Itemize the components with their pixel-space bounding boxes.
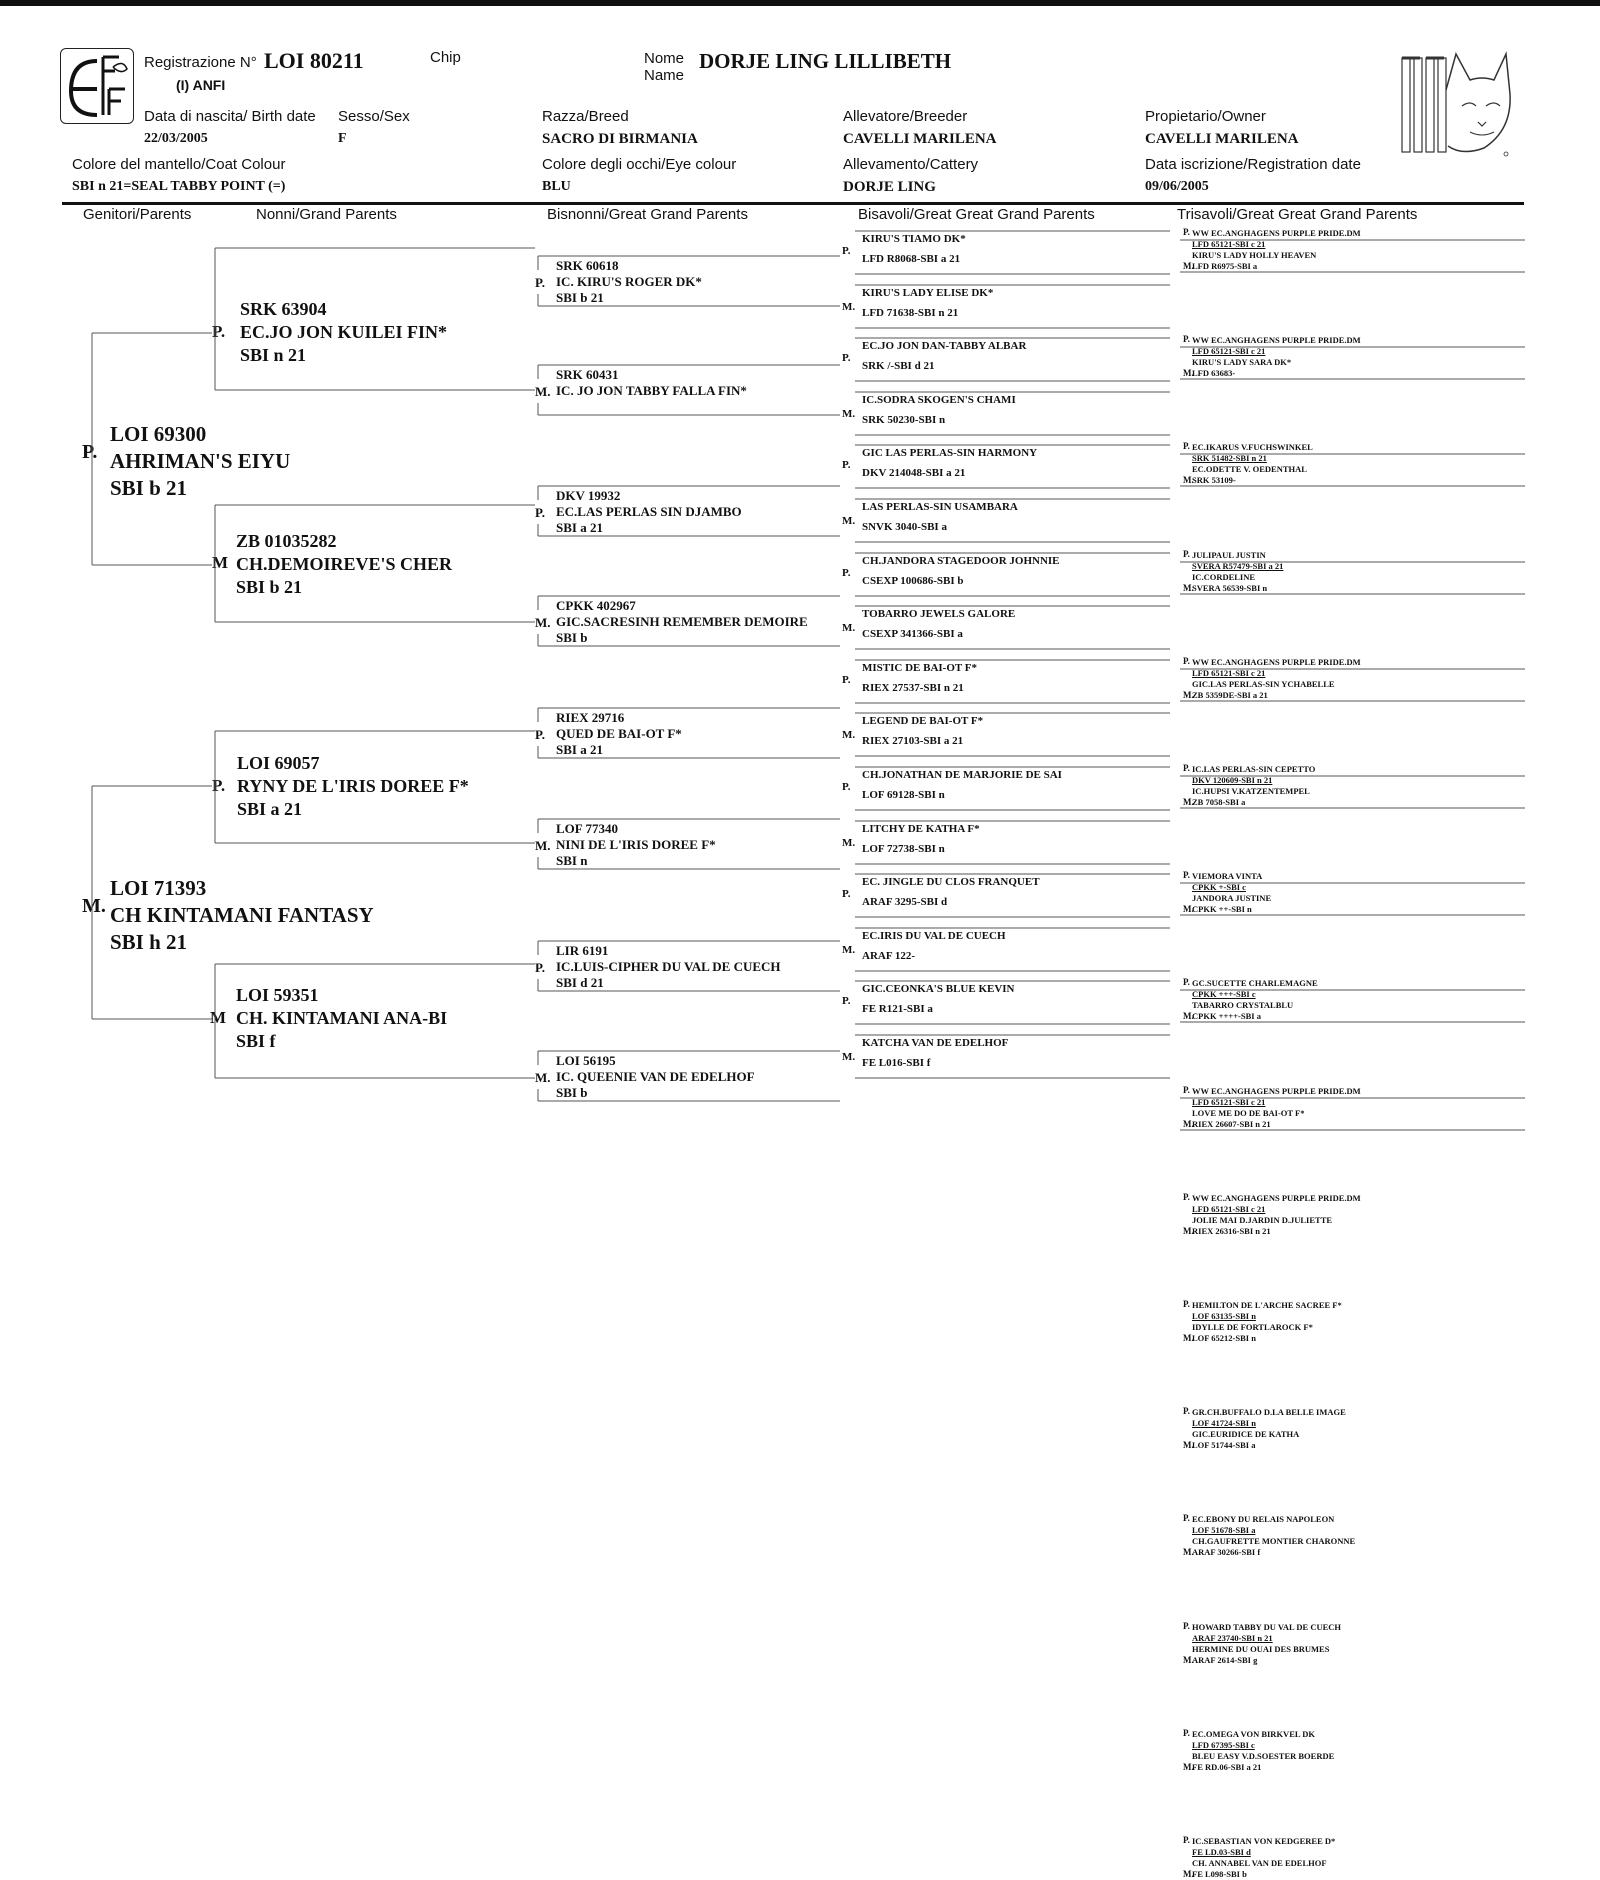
great-grandparent-name: QUED DE BAI-OT F*	[556, 726, 682, 741]
cat-name: DORJE LING LILLIBETH	[699, 49, 952, 73]
sex-marker: P.	[1183, 977, 1190, 987]
sex-marker: P.	[842, 888, 851, 900]
ggg-sire-name: EC.EBONY DU RELAIS NAPOLEON	[1192, 1514, 1335, 1524]
ggg-sire-reg: LOF 63135-SBI n	[1192, 1311, 1256, 1321]
great-grandparent-name: IC. QUEENIE VAN DE EDELHOF	[556, 1069, 755, 1084]
sex-marker: M.	[842, 1051, 856, 1063]
reg-org: (I) ANFI	[176, 77, 226, 93]
sex-marker: M.	[1183, 1226, 1194, 1236]
ggg-sire-reg: LFD 65121-SBI c 21	[1192, 1097, 1266, 1107]
sex-marker: P.	[1183, 656, 1190, 666]
ggg-sire-name: JULIPAUL JUSTIN	[1192, 550, 1266, 560]
gg-grandparent-reg: LFD 71638-SBI n 21	[862, 307, 959, 319]
gg-grandparent-name: CH.JONATHAN DE MARJORIE DE SAI	[862, 769, 1062, 781]
owner-value: CAVELLI MARILENA	[1145, 131, 1299, 147]
coat-value: SBI n 21=SEAL TABBY POINT (=)	[72, 179, 286, 194]
parent-color: SBI h 21	[110, 930, 188, 954]
sex-marker: M.	[535, 384, 551, 399]
grandparent-name: CH.DEMOIREVE'S CHER	[236, 554, 453, 574]
ggg-sire-name: WW EC.ANGHAGENS PURPLE PRIDE.DM	[1192, 228, 1361, 238]
ggg-sire-reg: LFD 65121-SBI c 21	[1192, 239, 1266, 249]
ggg-sire-name: EC.IKARUS V.FUCHSWINKEL	[1192, 442, 1313, 452]
ggg-dam-name: GIC.EURIDICE DE KATHA	[1192, 1429, 1300, 1439]
sex-marker: M.	[1183, 797, 1194, 807]
cattery-label: Allevamento/Cattery	[843, 156, 979, 173]
sex-marker: M.	[842, 408, 856, 420]
birth-label: Data di nascita/ Birth date	[144, 108, 316, 125]
sex-marker: P.	[1183, 1621, 1190, 1631]
gg-grandparent-name: EC.IRIS DU VAL DE CUECH	[862, 930, 1006, 942]
sex-marker: P.	[1183, 763, 1190, 773]
sex-marker: P.	[1183, 1192, 1190, 1202]
gg-grandparent-name: TOBARRO JEWELS GALORE	[862, 608, 1016, 620]
ggg-grandparent-pair	[1192, 1193, 1361, 1237]
ggg-dam-name: CH. ANNABEL VAN DE EDELHOF	[1192, 1858, 1327, 1868]
gg-grandparent-name: EC. JINGLE DU CLOS FRANQUET	[862, 876, 1040, 888]
col-header-gg-grandparents: Bisavoli/Great Great Grand Parents	[858, 206, 1095, 223]
gg-grandparent-reg: SRK /-SBI d 21	[862, 360, 935, 372]
sex-marker: M.	[842, 515, 856, 527]
grandparent-name: EC.JO JON KUILEI FIN*	[240, 322, 448, 342]
grandparent-color: SBI a 21	[237, 799, 303, 819]
ggg-dam-reg: ARAF 30266-SBI f	[1192, 1547, 1261, 1557]
coat-label: Colore del mantello/Coat Colour	[72, 156, 286, 173]
col-header-parents: Genitori/Parents	[83, 206, 192, 223]
ggg-dam-reg: LFD 63683-	[1192, 368, 1236, 378]
ggg-sire-reg: LFD 65121-SBI c 21	[1192, 1204, 1266, 1214]
ggg-sire-name: IC.LAS PERLAS-SIN CEPETTO	[1192, 764, 1316, 774]
reg-label: Registrazione N°	[144, 54, 257, 71]
ggg-sire-name: HEMILTON DE L'ARCHE SACREE F*	[1192, 1300, 1342, 1310]
sex-marker: M.	[1183, 1440, 1194, 1450]
gg-grandparent-reg: ARAF 3295-SBI d	[862, 896, 948, 908]
col-header-ggg-grandparents: Trisavoli/Great Great Grand Parents	[1177, 206, 1418, 223]
ggg-dam-reg: FE L098-SBI b	[1192, 1869, 1247, 1879]
sex-marker: M.	[842, 944, 856, 956]
sex-marker: P.	[1183, 1085, 1190, 1095]
great-grandparent-color: SBI b 21	[556, 290, 604, 305]
ggg-dam-reg: LFD R6975-SBI a	[1192, 261, 1258, 271]
ggg-sire-reg: LFD 67395-SBI c	[1192, 1740, 1255, 1750]
ggg-grandparent-pair	[1192, 1836, 1335, 1880]
sex-marker: M.	[1183, 1119, 1194, 1129]
col-header-grandparents: Nonni/Grand Parents	[256, 206, 397, 223]
great-grandparent-name: IC.LUIS-CIPHER DU VAL DE CUECH	[556, 959, 781, 974]
sex-marker: M.	[842, 837, 856, 849]
great-grandparent-reg: CPKK 402967	[556, 598, 636, 613]
gg-grandparent-name: LEGEND DE BAI-OT F*	[862, 715, 984, 727]
ggg-dam-name: HERMINE DU OUAI DES BRUMES	[1192, 1644, 1330, 1654]
great-grandparent-name: EC.LAS PERLAS SIN DJAMBO	[556, 504, 742, 519]
grandparent-reg: ZB 01035282	[236, 531, 337, 551]
parent-color: SBI b 21	[110, 476, 188, 500]
sex-marker: P.	[535, 505, 545, 520]
sex-marker: P.	[1183, 870, 1190, 880]
great-grandparent-color: SBI b	[556, 630, 588, 645]
ggg-grandparent-pair	[1192, 1622, 1341, 1666]
gg-grandparent-reg: LOF 69128-SBI n	[862, 789, 945, 801]
sex-marker: M.	[1183, 1333, 1194, 1343]
sex-marker: P.	[1183, 1299, 1190, 1309]
reg-number: LOI 80211	[264, 48, 364, 73]
gg-grandparent-name: MISTIC DE BAI-OT F*	[862, 662, 978, 674]
grandparent-color: SBI n 21	[240, 345, 307, 365]
parent-reg: LOI 71393	[110, 876, 207, 900]
sex-marker: P.	[82, 441, 98, 463]
sex-marker: P.	[842, 674, 851, 686]
grandparent-reg: LOI 69057	[237, 753, 320, 773]
sex-marker: P.	[842, 245, 851, 257]
grandparent-name: CH. KINTAMANI ANA-BI	[236, 1008, 448, 1028]
ggg-dam-reg: SRK 53109-	[1192, 475, 1236, 485]
eye-value: BLU	[542, 179, 571, 194]
sex-marker: M.	[1183, 1547, 1194, 1557]
sex-value: F	[338, 131, 347, 146]
ggg-sire-reg: ARAF 23740-SBI n 21	[1192, 1633, 1273, 1643]
great-grandparent-reg: DKV 19932	[556, 488, 621, 503]
gg-grandparent-reg: SNVK 3040-SBI a	[862, 521, 947, 533]
regdate-label: Data iscrizione/Registration date	[1145, 156, 1361, 173]
gg-grandparent-reg: CSEXP 100686-SBI b	[862, 575, 964, 587]
gg-grandparent-name: CH.JANDORA STAGEDOOR JOHNNIE	[862, 555, 1060, 567]
ggg-dam-reg: CPKK ++++-SBI a	[1192, 1011, 1261, 1021]
chip-label: Chip	[430, 49, 461, 66]
ggg-dam-reg: FE RD.06-SBI a 21	[1192, 1762, 1262, 1772]
name-label-it: Nome	[644, 50, 685, 67]
ggg-dam-name: BLEU EASY V.D.SOESTER BOERDE	[1192, 1751, 1335, 1761]
eye-label: Colore degli occhi/Eye colour	[542, 156, 737, 173]
sex-marker: M.	[842, 729, 856, 741]
sex-marker: P.	[1183, 227, 1190, 237]
ggg-sire-reg: LFD 65121-SBI c 21	[1192, 346, 1266, 356]
ggg-grandparent-pair	[1192, 1514, 1355, 1558]
ggg-dam-name: CH.GAUFRETTE MONTIER CHARONNE	[1192, 1536, 1356, 1546]
sex-marker: M.	[1183, 904, 1194, 914]
sex-marker: P.	[1183, 1835, 1190, 1845]
ggg-dam-name: IC.HUPSI V.KATZENTEMPEL	[1192, 786, 1310, 796]
ggg-sire-name: WW EC.ANGHAGENS PURPLE PRIDE.DM	[1192, 335, 1361, 345]
ggg-dam-name: GIC.LAS PERLAS-SIN YCHABELLE	[1192, 679, 1335, 689]
ggg-sire-name: GC.SUCETTE CHARLEMAGNE	[1192, 978, 1318, 988]
great-grandparent-color: SBI a 21	[556, 520, 603, 535]
ggg-dam-name: EC.ODETTE V. OEDENTHAL	[1192, 464, 1307, 474]
ggg-dam-reg: LOF 51744-SBI a	[1192, 1440, 1256, 1450]
great-grandparent-name: GIC.SACRESINH REMEMBER DEMOIRE	[556, 614, 808, 629]
sex-marker: P.	[535, 275, 545, 290]
grandparent-name: RYNY DE L'IRIS DOREE F*	[237, 776, 469, 796]
ggg-sire-name: GR.CH.BUFFALO D.LA BELLE IMAGE	[1192, 1407, 1346, 1417]
ggg-sire-reg: LOF 51678-SBI a	[1192, 1525, 1256, 1535]
ggg-dam-name: TABARRO CRYSTALBLU	[1192, 1000, 1294, 1010]
sex-marker: M.	[1183, 583, 1194, 593]
sex-marker: P.	[1183, 549, 1190, 559]
ggg-dam-reg: ARAF 2614-SBI g	[1192, 1655, 1258, 1665]
ggg-sire-name: WW EC.ANGHAGENS PURPLE PRIDE.DM	[1192, 657, 1361, 667]
sex-marker: P.	[212, 776, 226, 795]
ggg-dam-reg: LOF 65212-SBI n	[1192, 1333, 1256, 1343]
great-grandparent-reg: RIEX 29716	[556, 710, 625, 725]
sex-marker: P.	[1183, 1728, 1190, 1738]
ggg-sire-name: EC.OMEGA VON BIRKVEL DK	[1192, 1729, 1315, 1739]
sex-marker: P.	[1183, 441, 1190, 451]
gg-grandparent-reg: FE R121-SBI a	[862, 1003, 933, 1015]
ggg-dam-name: KIRU'S LADY SARA DK*	[1192, 357, 1292, 367]
gg-grandparent-name: LAS PERLAS-SIN USAMBARA	[862, 501, 1018, 513]
gg-grandparent-reg: LOF 72738-SBI n	[862, 843, 945, 855]
ggg-sire-name: HOWARD TABBY DU VAL DE CUECH	[1192, 1622, 1342, 1632]
sex-marker: M.	[535, 615, 551, 630]
name-label-en: Name	[644, 67, 685, 84]
gg-grandparent-name: KATCHA VAN DE EDELHOF	[862, 1037, 1009, 1049]
gg-grandparent-reg: RIEX 27103-SBI a 21	[862, 735, 964, 747]
great-grandparent-reg: SRK 60431	[556, 367, 619, 382]
sex-marker: M.	[535, 1070, 551, 1085]
cattery-value: DORJE LING	[843, 179, 936, 195]
breed-label: Razza/Breed	[542, 108, 629, 125]
sex-marker: P.	[1183, 1513, 1190, 1523]
col-header-great-grandparents: Bisnonni/Great Grand Parents	[547, 206, 748, 223]
sex-marker: M.	[842, 622, 856, 634]
sex-marker: P.	[842, 781, 851, 793]
gg-grandparent-name: IC.SODRA SKOGEN'S CHAMI	[862, 394, 1016, 406]
regdate-value: 09/06/2005	[1145, 179, 1209, 194]
great-grandparent-reg: LOI 56195	[556, 1053, 616, 1068]
great-grandparent-reg: SRK 60618	[556, 258, 619, 273]
ggg-sire-reg: FE LD.03-SBI d	[1192, 1847, 1251, 1857]
sex-marker: M.	[1183, 1762, 1194, 1772]
breed-value: SACRO DI BIRMANIA	[542, 131, 698, 147]
grandparent-reg: SRK 63904	[240, 299, 327, 319]
great-grandparent-name: NINI DE L'IRIS DOREE F*	[556, 837, 716, 852]
ggg-dam-name: JOLIE MAI D.JARDIN D.JULIETTE	[1192, 1215, 1333, 1225]
ggg-dam-name: IDYLLE DE FORTLAROCK F*	[1192, 1322, 1313, 1332]
sex-label: Sesso/Sex	[338, 108, 410, 125]
great-grandparent-reg: LIR 6191	[556, 943, 609, 958]
gg-grandparent-reg: ARAF 122-	[862, 950, 916, 962]
owner-label: Propietario/Owner	[1145, 108, 1266, 125]
sex-marker: P.	[842, 995, 851, 1007]
sex-marker: M.	[535, 838, 551, 853]
gg-grandparent-reg: DKV 214048-SBI a 21	[862, 467, 966, 479]
gg-grandparent-name: KIRU'S TIAMO DK*	[862, 233, 966, 245]
parent-name: AHRIMAN'S EIYU	[110, 449, 291, 473]
ggg-sire-reg: CPKK +-SBI c	[1192, 882, 1246, 892]
gg-grandparent-name: GIC.CEONKA'S BLUE KEVIN	[862, 983, 1015, 995]
sex-marker: P.	[535, 727, 545, 742]
ggg-dam-reg: SVERA 56539-SBI n	[1192, 583, 1268, 593]
parent-name: CH KINTAMANI FANTASY	[110, 903, 374, 927]
birth-value: 22/03/2005	[144, 131, 208, 146]
gg-grandparent-reg: RIEX 27537-SBI n 21	[862, 682, 964, 694]
sex-marker: M.	[1183, 261, 1194, 271]
ggg-sire-reg: CPKK +++-SBI c	[1192, 989, 1256, 999]
ggg-sire-name: VIEMORA VINTA	[1192, 871, 1263, 881]
sex-marker: M.	[1183, 1869, 1194, 1879]
ggg-sire-reg: LOF 41724-SBI n	[1192, 1418, 1256, 1428]
ggg-dam-name: JANDORA JUSTINE	[1192, 893, 1272, 903]
ggg-sire-reg: SVERA R57479-SBI a 21	[1192, 561, 1284, 571]
sex-marker: P.	[842, 352, 851, 364]
great-grandparent-name: IC. JO JON TABBY FALLA FIN*	[556, 383, 747, 398]
sex-marker: P.	[1183, 1406, 1190, 1416]
sex-marker: M	[210, 1008, 227, 1027]
ggg-dam-reg: RIEX 26607-SBI n 21	[1192, 1119, 1271, 1129]
ggg-grandparent-pair	[1192, 1300, 1342, 1344]
sex-marker: M.	[1183, 368, 1194, 378]
ggg-dam-name: KIRU'S LADY HOLLY HEAVEN	[1192, 250, 1317, 260]
grandparent-color: SBI b 21	[236, 577, 303, 597]
ggg-dam-reg: ZB 5359DE-SBI a 21	[1192, 690, 1268, 700]
ggg-sire-reg: DKV 120609-SBI n 21	[1192, 775, 1273, 785]
ggg-dam-reg: CPKK ++-SBI n	[1192, 904, 1252, 914]
sex-marker: P.	[1183, 334, 1190, 344]
ggg-grandparent-pair	[1192, 1407, 1346, 1451]
great-grandparent-color: SBI a 21	[556, 742, 603, 757]
great-grandparent-name: IC. KIRU'S ROGER DK*	[556, 274, 702, 289]
sex-marker: M.	[1183, 690, 1194, 700]
grandparent-reg: LOI 59351	[236, 985, 319, 1005]
ggg-dam-reg: ZB 7058-SBI a	[1192, 797, 1246, 807]
breeder-value: CAVELLI MARILENA	[843, 131, 997, 147]
sex-marker: P.	[842, 459, 851, 471]
sex-marker: M.	[82, 895, 106, 917]
great-grandparent-color: SBI b	[556, 1085, 588, 1100]
great-grandparent-color: SBI n	[556, 853, 588, 868]
sex-marker: M	[212, 553, 229, 572]
gg-grandparent-name: EC.JO JON DAN-TABBY ALBAR	[862, 340, 1027, 352]
gg-grandparent-reg: CSEXP 341366-SBI a	[862, 628, 963, 640]
sex-marker: P.	[842, 567, 851, 579]
sex-marker: M.	[1183, 475, 1194, 485]
parent-reg: LOI 69300	[110, 422, 207, 446]
ggg-sire-reg: LFD 65121-SBI c 21	[1192, 668, 1266, 678]
ggg-dam-name: LOVE ME DO DE BAI-OT F*	[1192, 1108, 1305, 1118]
breeder-label: Allevatore/Breeder	[843, 108, 968, 125]
ggg-dam-name: IC.CORDELINE	[1192, 572, 1256, 582]
gg-grandparent-name: LITCHY DE KATHA F*	[862, 823, 980, 835]
ggg-sire-name: WW EC.ANGHAGENS PURPLE PRIDE.DM	[1192, 1086, 1361, 1096]
gg-grandparent-reg: LFD R8068-SBI a 21	[862, 253, 961, 265]
grandparent-color: SBI f	[236, 1031, 276, 1051]
ggg-sire-name: WW EC.ANGHAGENS PURPLE PRIDE.DM	[1192, 1193, 1361, 1203]
ggg-sire-name: IC.SEBASTIAN VON KEDGEREE D*	[1192, 1836, 1336, 1846]
ggg-sire-reg: SRK 51482-SBI n 21	[1192, 453, 1267, 463]
gg-grandparent-reg: FE L016-SBI f	[862, 1057, 931, 1069]
gg-grandparent-name: KIRU'S LADY ELISE DK*	[862, 287, 994, 299]
gg-grandparent-reg: SRK 50230-SBI n	[862, 414, 946, 426]
sex-marker: P.	[535, 960, 545, 975]
ggg-grandparent-pair	[1192, 1729, 1334, 1773]
sex-marker: P.	[212, 322, 226, 341]
sex-marker: M.	[842, 301, 856, 313]
great-grandparent-color: SBI d 21	[556, 975, 604, 990]
gg-grandparent-name: GIC LAS PERLAS-SIN HARMONY	[862, 447, 1038, 459]
sex-marker: M.	[1183, 1011, 1194, 1021]
ggg-dam-reg: RIEX 26316-SBI n 21	[1192, 1226, 1271, 1236]
great-grandparent-reg: LOF 77340	[556, 821, 618, 836]
sex-marker: M.	[1183, 1655, 1194, 1665]
